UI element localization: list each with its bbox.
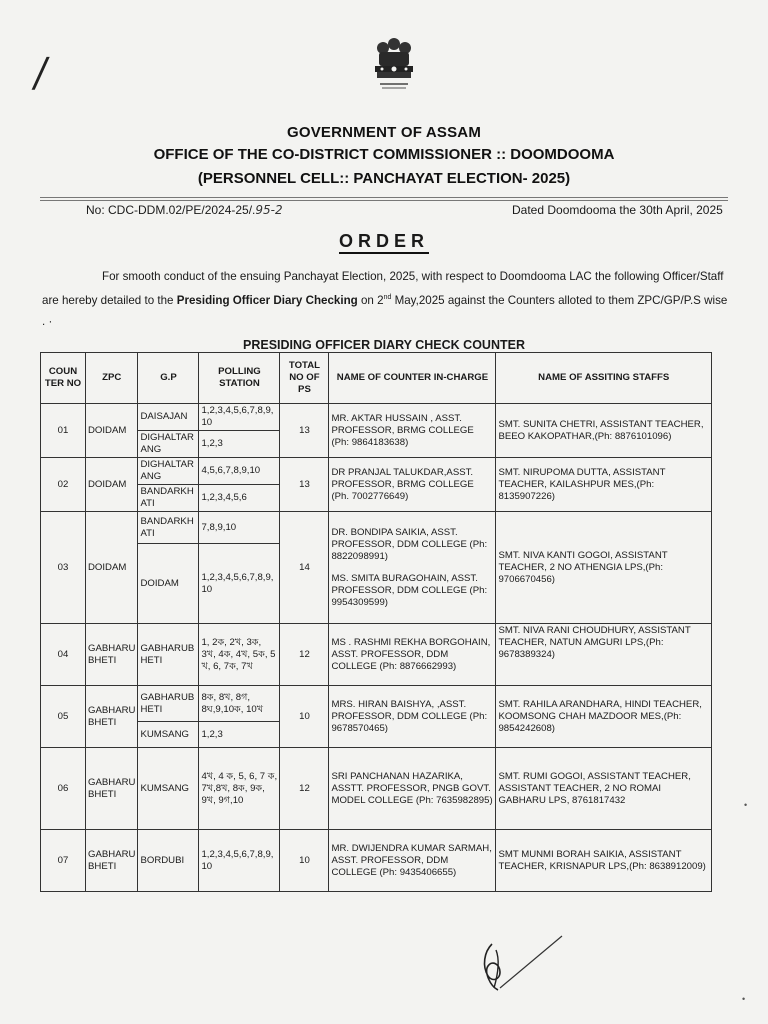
cell-polling-station: 1,2,3 [199,722,280,748]
cell-total-ps: 13 [280,404,329,458]
reference-date: Dated Doomdooma the 30th April, 2025 [512,203,723,217]
table-row [41,512,712,544]
table-header-row [41,353,712,404]
order-body [42,266,728,332]
cell-assisting-staff: SMT MUNMI BORAH SAIKIA, ASSISTANT TEACHER, KRISNAPUR LPS,(Ph: 8638912009) [496,830,712,892]
cell-assisting-staff: SMT. NIVA RANI CHOUDHURY, ASSISTANT TEACHER, NATUN AMGURI LPS,(Ph: 9678389324) [496,624,712,686]
cell-assisting-staff: SMT. NIRUPOMA DUTTA, ASSISTANT TEACHER, KAILASHPUR MES,(Ph: 8135907226) [496,458,712,512]
cell-polling-station: 4,5,6,7,8,9,10 [199,458,280,485]
stray-mark: • [742,994,746,1004]
table-row [41,404,712,431]
cell-zpc: GABHARU BHETI [86,830,138,892]
col-zpc: ZPC [86,353,138,404]
table-caption: PRESIDING OFFICER DIARY CHECK COUNTER [243,338,525,352]
cell-counter-no: 07 [41,830,86,892]
national-emblem-icon [366,36,422,94]
in-charge-secondary: MS. SMITA BURAGOHAIN, ASST. PROFESSOR, DDM COLLEGE (Ph: 9954309599) [331,572,488,608]
cell-total-ps: 12 [280,624,329,686]
cell-gp: GABHARUB HETI [138,624,199,686]
col-total-ps: TOTAL NO OF PS [280,353,329,404]
table-row [41,686,712,722]
col-counter-no: COUN TER NO [41,353,86,404]
cell-gp: DOIDAM [138,544,199,624]
cell-total-ps: 10 [280,686,329,748]
header-government: GOVERNMENT OF ASSAM [286,124,482,141]
table-row [41,624,712,686]
col-gp: G.P [138,353,199,404]
stray-mark: • [744,800,748,810]
cell-polling-station: 1,2,3,4,5,6 [199,485,280,512]
cell-gp: DAISAJAN [138,404,199,431]
header-office: OFFICE OF THE CO-DISTRICT COMMISSIONER :: DOOMDOOMA [153,146,615,163]
divider-top-2 [40,200,728,201]
cell-polling-station: 1,2,3 [199,431,280,458]
margin-mark: / [30,50,51,96]
cell-total-ps: 12 [280,748,329,830]
cell-counter-no: 06 [41,748,86,830]
cell-polling-station: 1,2,3,4,5,6,7,8,9, 10 [199,830,280,892]
col-assisting-staff: NAME OF ASSITING STAFFS [496,353,712,404]
cell-zpc: DOIDAM [86,458,138,512]
cell-total-ps: 13 [280,458,329,512]
cell-zpc: DOIDAM [86,512,138,624]
cell-gp: BANDARKH ATI [138,485,199,512]
table-row [41,748,712,830]
table-row [41,458,712,485]
cell-counter-no: 04 [41,624,86,686]
counter-table [40,352,712,892]
order-body-bold: Presiding Officer Diary Checking [176,293,358,307]
cell-polling-station: 1,2,3,4,5,6,7,8,9, 10 [199,544,280,624]
cell-counter-no: 01 [41,404,86,458]
cell-assisting-staff: SMT. RUMI GOGOI, ASSISTANT TEACHER, ASSISTANT TEACHER, 2 NO ROMAI GABHARU LPS, 8761817432 [496,748,712,830]
cell-counter-no: 03 [41,512,86,624]
cell-assisting-staff: SMT. NIVA KANTI GOGOI, ASSISTANT TEACHER, 2 NO ATHENGIA LPS,(Ph: 9706670456) [496,512,712,624]
reference-number-text: No: CDC-DDM.02/PE/2024-25/. [86,203,256,217]
cell-in-charge [329,512,496,624]
cell-in-charge: SRI PANCHANAN HAZARIKA, ASSTT. PROFESSOR, PNGB GOVT. MODEL COLLEGE (Ph: 7635982895) [329,748,496,830]
cell-in-charge: MR. AKTAR HUSSAIN , ASST. PROFESSOR, BRMG COLLEGE (Ph: 9864183638) [329,404,496,458]
cell-polling-station: 1,2,3,4,5,6,7,8,9, 10 [199,404,280,431]
reference-handwritten: 95-2 [255,203,283,217]
col-polling-station: POLLING STATION [199,353,280,404]
cell-in-charge: MS . RASHMI REKHA BORGOHAIN, ASST. PROFESSOR, DDM COLLEGE (Ph: 8876662993) [329,624,496,686]
cell-polling-station: 1, 2ক, 2খ, 3ক, 3খ, 4ক, 4খ, 5ক, 5 খ, 6, 7ক, 7খ [199,624,280,686]
cell-gp: BORDUBI [138,830,199,892]
cell-polling-station: 8ক, 8খ, 8গ, 8ঘ,9,10ক, 10খ [199,686,280,722]
divider-top [40,197,728,198]
order-body-sup: nd [383,294,392,301]
cell-gp: GABHARUB HETI [138,686,199,722]
cell-counter-no: 05 [41,686,86,748]
order-body-part3: May,2025 against the Counters alloted to them ZPC/GP/P.S wise . · [42,293,728,328]
order-body-part2: on 2 [357,293,384,307]
cell-zpc: GABHARU BHETI [86,624,138,686]
cell-zpc: GABHARU BHETI [86,748,138,830]
cell-zpc: GABHARU BHETI [86,686,138,748]
cell-gp: BANDARKH ATI [138,512,199,544]
cell-in-charge: MRS. HIRAN BAISHYA, ,ASST. PROFESSOR, DDM COLLEGE (Ph: 9678570465) [329,686,496,748]
reference-number [86,203,283,217]
header-cell: (PERSONNEL CELL:: PANCHAYAT ELECTION- 2025) [197,170,571,187]
cell-in-charge: MR. DWIJENDRA KUMAR SARMAH, ASST. PROFESSOR, DDM COLLEGE (Ph: 9435406655) [329,830,496,892]
cell-polling-station: 4খ, 4 ক, 5, 6, 7 ক, 7খ,8খ, 8ক, 9ক, 9খ, 9গ,10 [199,748,280,830]
cell-zpc: DOIDAM [86,404,138,458]
cell-total-ps: 10 [280,830,329,892]
cell-in-charge: DR PRANJAL TALUKDAR,ASST. PROFESSOR, BRMG COLLEGE (Ph. 7002776649) [329,458,496,512]
cell-gp: KUMSANG [138,748,199,830]
cell-assisting-staff: SMT. SUNITA CHETRI, ASSISTANT TEACHER, BEEO KAKOPATHAR,(Ph: 8876101096) [496,404,712,458]
cell-gp: DIGHALTAR ANG [138,458,199,485]
cell-gp: KUMSANG [138,722,199,748]
col-in-charge: NAME OF COUNTER IN-CHARGE [329,353,496,404]
order-body-part1: For smooth conduct of the ensuing Panchayat Election, 2025, with respect to Doomdooma LAC the following Officer/Staff are hereby detailed to the [42,270,724,307]
cell-gp: DIGHALTAR ANG [138,431,199,458]
cell-total-ps: 14 [280,512,329,624]
order-title [0,231,768,252]
signature-mark [470,930,580,1000]
table-row [41,830,712,892]
cell-counter-no: 02 [41,458,86,512]
in-charge-primary: DR. BONDIPA SAIKIA, ASST. PROFESSOR, DDM COLLEGE (Ph: 8822098991) [331,526,488,562]
cell-assisting-staff: SMT. RAHILA ARANDHARA, HINDI TEACHER, KOOMSONG CHAH MAZDOOR MES,(Ph: 9854242608) [496,686,712,748]
order-title-text: ORDER [339,231,429,254]
cell-polling-station: 7,8,9,10 [199,512,280,544]
